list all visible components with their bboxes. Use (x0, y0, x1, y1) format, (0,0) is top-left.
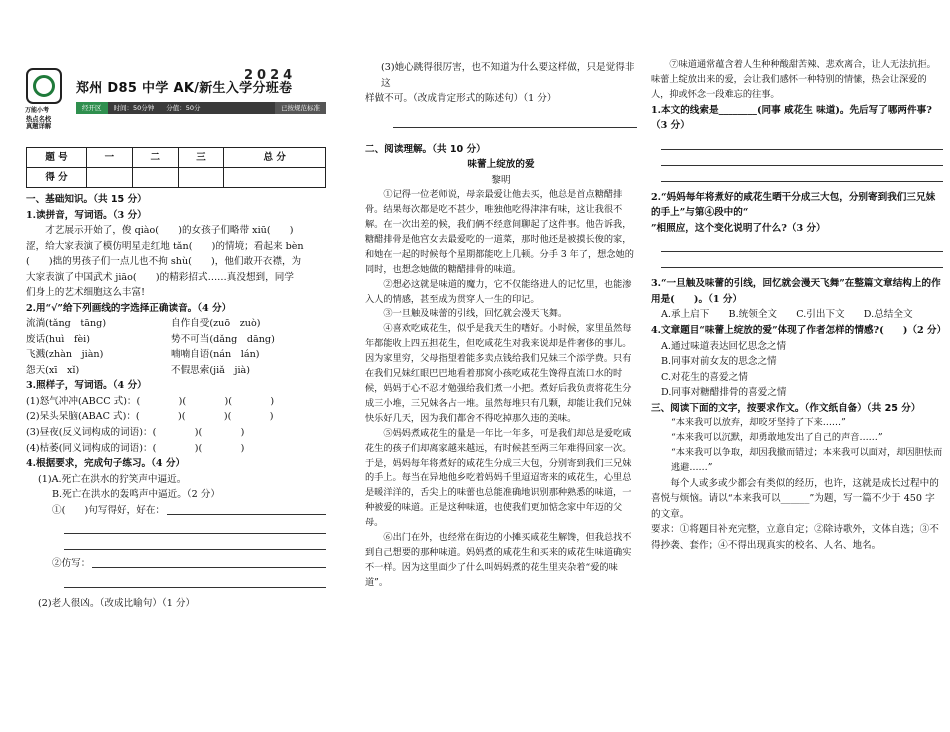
answer-line[interactable] (661, 241, 943, 252)
score-header-row (27, 148, 326, 168)
q1-line: 大家表演了中国武术 jiāo( )的精彩招式……真没想到，同学 (26, 271, 294, 283)
score-header-cell: 三 (178, 148, 224, 168)
article-title: 味蕾上绽放的爱 (467, 159, 535, 171)
reading-question-2: 2.“妈妈每年将煮好的咸花生晒干分成三大包，分别寄到我们三兄妹的手上”与第④段中的“ (651, 191, 936, 219)
score-table (26, 147, 326, 188)
c2-q3b: 样做不可。（改成肯定形式的陈述句）（1 分） (365, 93, 557, 105)
q1-line: 们身上的艺术细胞这么丰富! (26, 287, 145, 299)
info-bar (76, 102, 326, 114)
hot-line1: 热点名校 (26, 116, 52, 123)
question-1: 1.读拼音，写词语。（3 分） (26, 209, 147, 221)
paragraph-6: ⑥出门在外，也经常在街边的小摊买咸花生解馋，但我总找不到自己想要的那种味道。妈妈煮的咸花生和买来的咸花生味道确实不一样。因为这里面少了什么叫妈妈煮的花生里夹杂着“爱的味道”。 (365, 532, 632, 588)
question-3: 3.照样子，写词语。（4 分） (26, 380, 147, 392)
q4-option[interactable]: D.同事对糖醋排骨的喜爱之情 (661, 387, 787, 399)
hot-line2: 真题详解 (26, 122, 52, 130)
exam-year: 2024 (244, 68, 297, 83)
paragraph-7: ⑦味道通常蕴含着人生种种酸甜苦辣、悲欢离合，让人无法抗拒。味蕾上绽放出来的爱，会让我们感怀一种特别的情愫，热会让深爱的人，抑或怀念一段难忘的往事。 (651, 59, 936, 100)
question-2: 2.用“√”给下列画线的字选择正确读音。（4 分） (26, 302, 232, 314)
paragraph-2: ②想必这就是味道的魔力，它不仅能络进人的记忆里，也能渗入人的情感，甚至成为贯穿人一生的印记。 (365, 278, 632, 305)
hot-text (26, 117, 51, 131)
q3-line: (2)呆头呆脑(ABAC 式)：( )( )( ) (26, 411, 274, 423)
paragraph-5: ⑤妈妈煮咸花生的量是一年比一年多，可是我们却总是爱吃咸花生的孩子们却离家越来越远，有时候甚至两三年难得回家一次。于是，妈妈每年将煮好的咸花生分成三大包，分别寄到我们三兄妹的手上。每当在异地他乡吃着妈妈千里迢迢寄来的咸花生，心里总是暖洋洋的，舌尖上的味蕾也总能准确地识别那种熟悉的味道，一种被爱的味道。正是这种味道，也使我们更加惦念家中年迈的父母。 (365, 427, 632, 529)
exam-title: 郑州 D85 中学 AK/新生入学分班卷 (76, 81, 293, 96)
column-left (26, 60, 326, 732)
score-header-cell: 题 号 (27, 148, 87, 168)
section-reading: 二、阅读理解。（共 10 分） (365, 143, 486, 155)
column-right (651, 58, 947, 730)
brand-label: 万能小考 (25, 107, 50, 114)
q4-sentence-a: (1)A.死亡在洪水的狞笑声中逼近。 (38, 473, 187, 485)
column-middle (365, 60, 637, 732)
essay-requirements: 要求：①将题目补充完整，立意自定；②除诗歌外，文体自选；③不得抄袭、套作；④不得出现真实的校名、人名、地名。 (651, 524, 939, 551)
q2-row (26, 363, 326, 379)
q3-line: (4)枯萎(同义词构成的词语)：( )( ) (26, 442, 245, 454)
answer-line[interactable] (393, 117, 637, 128)
hot-badge (25, 107, 49, 114)
bar-school: 经开区 (76, 102, 108, 114)
article-author: 黎明 (491, 174, 511, 186)
q2-row (26, 316, 326, 332)
prompt-quote-3: “本来我可以争取，却因我撤而错过；本来我可以面对，却因胆怯而逃避……” (671, 446, 943, 473)
reading-question-4: 4.文章题目“味蕾上绽放的爱”体现了作者怎样的情感?( )（2 分） (651, 324, 947, 336)
score-header-cell: 一 (87, 148, 133, 168)
q3-options[interactable]: A.承上启下 B.统领全文 C.引出下文 D.总结全文 (661, 309, 913, 321)
q2-item[interactable]: 势不可当(dǎng dāng) (171, 333, 275, 345)
q2-item[interactable]: 自作自受(zuō zuò) (171, 318, 261, 330)
q1-line: 涩，给大家表演了模仿明星走红地 tǎn( )的情境；看起来 bèn (26, 240, 304, 252)
answer-line[interactable] (64, 523, 326, 534)
score-cell[interactable] (132, 168, 178, 188)
q3-line: (1)怒气冲冲(ABCC 式)：( )( )( ) (26, 395, 275, 407)
q1-line: 才艺展示开始了，俊 qiào( )的女孩子们略带 xiū( ) (45, 225, 294, 237)
answer-line[interactable] (661, 155, 943, 166)
paragraph-3: ③一旦触及味蕾的引线，回忆就会漫天飞舞。 (383, 308, 568, 320)
answer-line[interactable] (661, 171, 943, 182)
question-4: 4.根据要求，完成句子练习。（4 分） (26, 458, 186, 470)
q4-option[interactable]: A.通过味道表达回忆思念之情 (661, 340, 787, 352)
q2-item[interactable]: 不假思索(jiǎ jià) (171, 364, 250, 376)
bar-note: 已按规范标准 (275, 102, 326, 114)
q2-row (26, 332, 326, 348)
bar-time: 时间：50分钟 (113, 103, 155, 112)
essay-prompt: 每个人或多或少都会有类似的经历，也许，这就是成长过程中的喜悦与烦恼。请以“本来我可以______”为题，写一篇不少于 450 字的文章。 (651, 477, 939, 520)
q4-prompt-1: ①( )句写得好，好在： (52, 504, 166, 516)
prompt-quote-2: “本来我可以沉默，却勇敢地发出了自己的声音……” (671, 432, 883, 444)
q2-item[interactable]: 怨天(xī xǐ) (26, 364, 80, 376)
bar-score: 分值：50分 (166, 103, 201, 112)
section-basics (26, 192, 326, 611)
reading-question-2b: ”相照应，这个变化说明了什么?（3 分） (651, 222, 826, 234)
q1-line: ( )拙的男孩子们一点儿也不拘 shù( )，他们敢开衣襟，为 (26, 256, 302, 268)
reading-question-1: 1.本文的线索是________(同事 咸花生 味道)。先后写了哪两件事?（3 分） (651, 104, 932, 132)
q4-option[interactable]: C.对花生的喜爱之情 (661, 371, 748, 383)
score-cell[interactable] (178, 168, 224, 188)
answer-line[interactable] (64, 577, 326, 588)
answer-line[interactable] (167, 503, 326, 515)
prompt-quote-1: “本来我可以放弃，却咬牙坚持了下来……” (671, 417, 846, 429)
c2-q3: (3)她心跳得很厉害，也不知道为什么要这样做，只是觉得非这 (381, 62, 635, 89)
q2-item[interactable]: 喃喃自语(nán lán) (171, 349, 260, 361)
score-row-label: 得 分 (27, 168, 87, 188)
score-value-row (27, 168, 326, 188)
q2-item[interactable]: 废话(huì fèi) (26, 333, 90, 345)
q4-answer-2 (26, 556, 326, 572)
answer-line[interactable] (661, 139, 943, 150)
q4-sentence-b: B.死亡在洪水的轰鸣声中逼近。（2 分） (52, 489, 220, 501)
section-title: 一、基础知识。（共 15 分） (26, 194, 147, 205)
answer-line[interactable] (64, 539, 326, 550)
q4-answer-1 (26, 503, 326, 519)
exam-header (25, 60, 326, 130)
q4-part2: (2)老人很凶。（改成比喻句）（1 分） (38, 597, 196, 609)
paragraph-1: ①记得一位老师说，母亲最爱让他去买，他总是首点糖醋排骨。结果每次都是吃不甚少，唯独他吃得津津有味，这让我很不解。在一次出差的候，我们俩不经意间聊起了这件事。他告诉我，糖醋排骨是他宫女去最爱吃的一道菜，那时他还是被摸长俊的家，和她在一起的时候每个星期都能吃上几顿。分手 3 年了，想念她的同时，也想念她做的糖醋排骨的味道。 (365, 189, 634, 275)
score-header-cell: 二 (132, 148, 178, 168)
q2-item[interactable]: 流淌(tǎng tāng) (26, 318, 107, 330)
q2-item[interactable]: 飞溅(zhàn jiàn) (26, 349, 104, 361)
answer-line[interactable] (92, 556, 326, 568)
reading-question-3: 3.“一旦触及味蕾的引线，回忆就会漫天飞舞”在整篇文章结构上的作用是( )。（1 分） (651, 278, 941, 305)
q4-prompt-2: ②仿写： (52, 558, 91, 570)
q2-row (26, 347, 326, 363)
brand-logo-icon (26, 68, 62, 104)
score-cell[interactable] (87, 168, 133, 188)
q4-option[interactable]: B.同事对前女友的思念之情 (661, 356, 777, 368)
score-header-cell: 总 分 (224, 148, 326, 168)
answer-line[interactable] (661, 257, 943, 268)
q3-line: (3)昼夜(反义词构成的词语)：( )( ) (26, 426, 245, 438)
paragraph-4: ④喜欢吃咸花生，似乎是我天生的嗜好。小时候，家里虽然每年都能收上四五担花生，但吃咸花生对我来说却是件奢侈的事儿。因为家里穷，父母指望着能多卖点钱给我们兄妹三个添学费。只有在我们兄妹红眼巴巴地看着那窝小孩吃咸花生馋得直流口水的时候，妈妈于心不忍才勉强给我们煮一小把。煮好后我负责将花生分成三小堆，三兄妹各占一堆。虽然每堆只有几颗，却能让我们兄妹快乐好几天，因为我们都舍不得吃掉那久违的美味。 (365, 323, 632, 424)
score-cell[interactable] (224, 168, 326, 188)
section-writing: 三、阅读下面的文字，按要求作文。（作文纸自备）（共 25 分） (651, 402, 921, 414)
